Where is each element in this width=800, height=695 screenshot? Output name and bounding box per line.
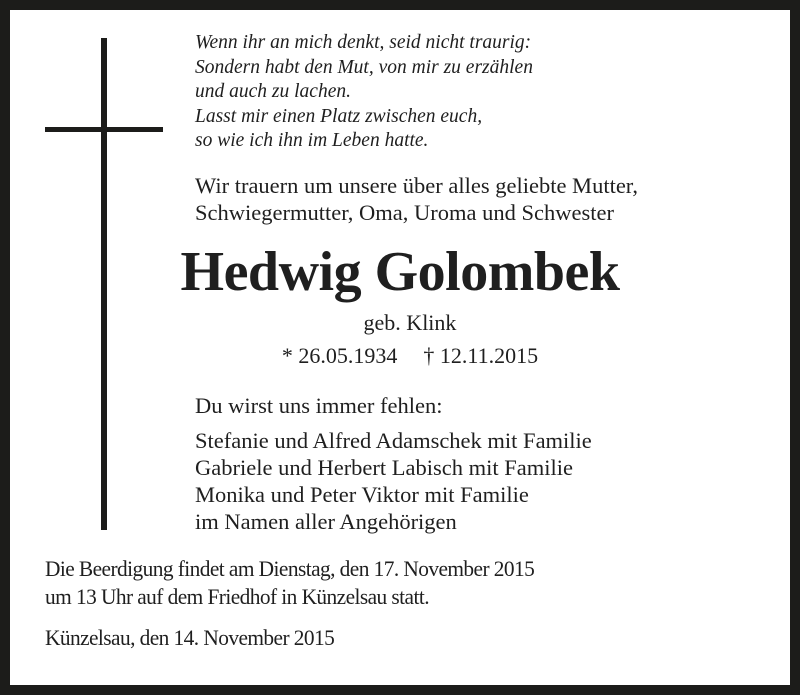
- birth-date: * 26.05.1934: [281, 343, 398, 368]
- maiden-name: geb. Klink: [363, 310, 457, 335]
- death-date: † 12.11.2015: [423, 343, 539, 368]
- poem-line: und auch zu lachen.: [195, 81, 351, 102]
- mourner-line: Gabriele und Herbert Labisch mit Familie: [195, 455, 574, 480]
- intro-line: Schwiegermutter, Oma, Uroma und Schwester: [195, 200, 614, 225]
- missing-line: Du wirst uns immer fehlen:: [195, 393, 443, 418]
- mourner-line: im Namen aller Angehörigen: [195, 509, 457, 534]
- deceased-name: Hedwig Golombek: [180, 241, 620, 303]
- poem-line: Sondern habt den Mut, von mir zu erzählen: [195, 56, 533, 78]
- obituary-notice: [10, 10, 790, 685]
- intro-line: Wir trauern um unsere über alles geliebte Mutter,: [195, 173, 639, 198]
- poem: [195, 31, 533, 154]
- funeral-info: [45, 555, 534, 611]
- poem-line: Lasst mir einen Platz zwischen euch,: [195, 105, 483, 127]
- funeral-line: um 13 Uhr auf dem Friedhof in Künzelsau statt.: [45, 584, 429, 609]
- cross-horizontal-bar: [45, 127, 163, 132]
- life-dates: [10, 343, 800, 369]
- intro-text: [195, 172, 638, 226]
- mourners-list: [195, 427, 592, 535]
- mourner-line: Stefanie und Alfred Adamschek mit Familie: [195, 428, 592, 453]
- place-date: Künzelsau, den 14. November 2015: [45, 625, 335, 650]
- funeral-line: Die Beerdigung findet am Dienstag, den 17. November 2015: [45, 556, 535, 581]
- poem-line: so wie ich ihn im Leben hatte.: [195, 130, 429, 151]
- mourner-line: Monika und Peter Viktor mit Familie: [195, 482, 529, 507]
- poem-line: Wenn ihr an mich denkt, seid nicht traurig:: [195, 32, 532, 53]
